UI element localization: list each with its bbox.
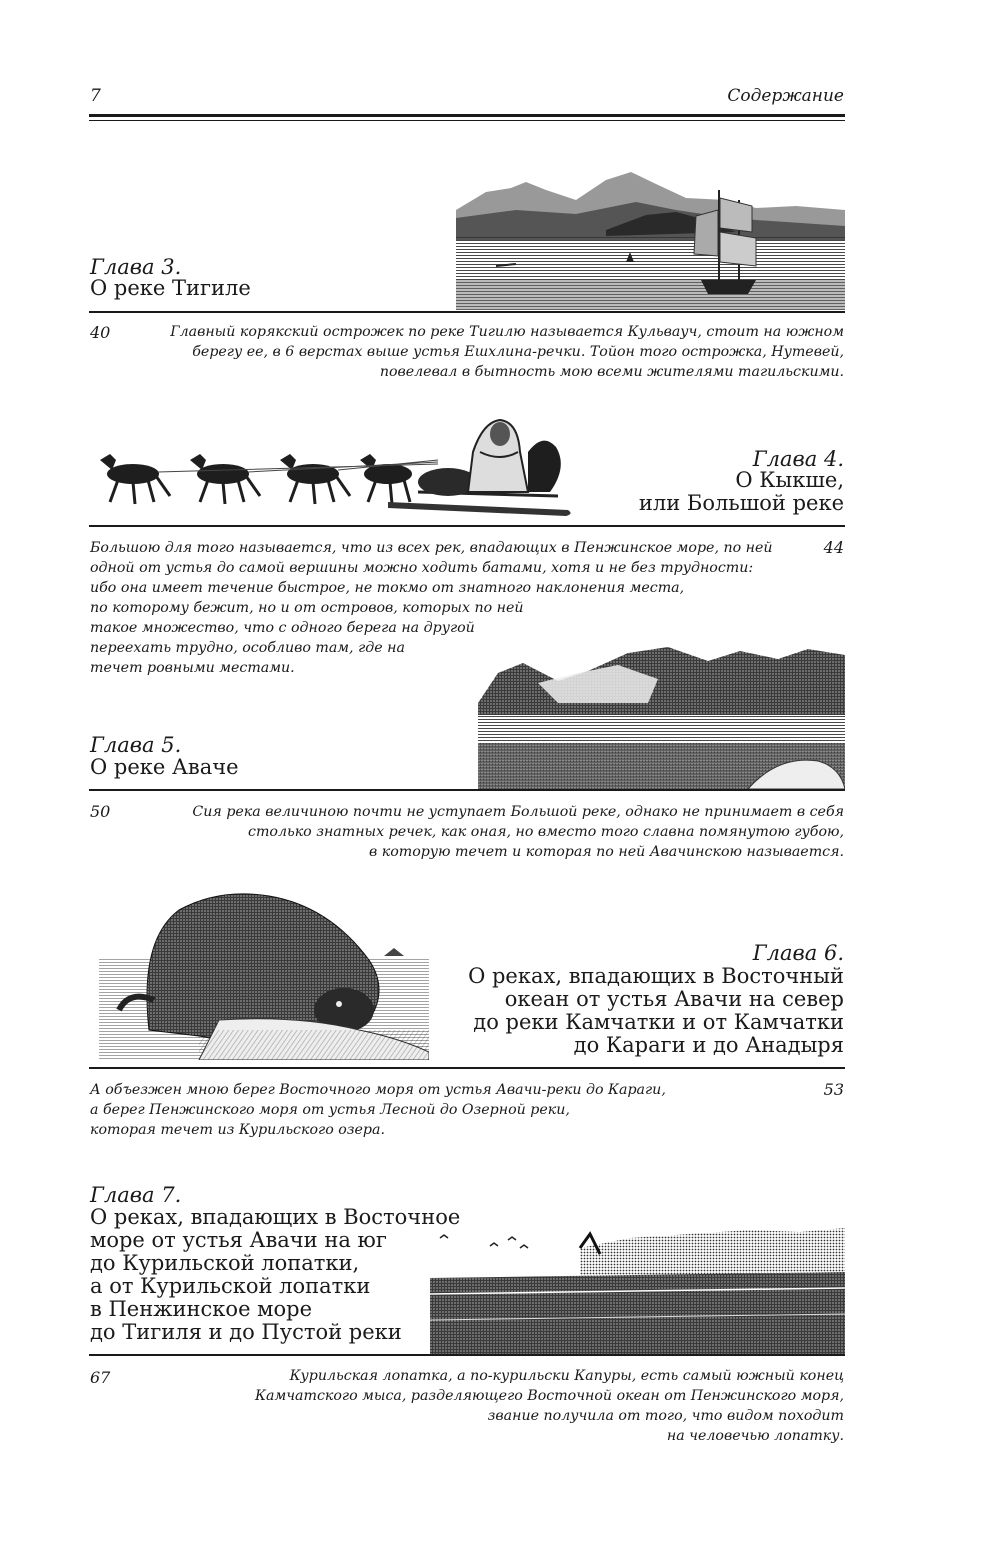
chapter-6-label: Глава 6. (752, 941, 844, 965)
sea-animal-illustration (99, 880, 429, 1060)
excerpt-line: ибо она имеет течение быстрое, не токмо от знатного наклонения места, (90, 580, 685, 596)
chapter-6-title-line: до Караги и до Анадыря (573, 1033, 844, 1057)
chapter-5-rule (89, 789, 845, 791)
excerpt-line: одной от устья до самой вершины можно ходить батами, хотя и не без трудности: (90, 560, 754, 576)
excerpt-line: Сия река величиною почти не уступает Большой реке, однако не принимает в себя (192, 804, 844, 820)
bay-sailing-ship-illustration (456, 170, 845, 310)
chapter-6-rule (89, 1067, 845, 1069)
chapter-4-rule (89, 525, 845, 527)
chapter-5-title-line: О реке Аваче (90, 755, 239, 779)
page-number: 7 (90, 86, 101, 106)
excerpt-line: А объезжен мною берег Восточного моря от устья Авачи-реки до Караги, (90, 1082, 666, 1098)
excerpt-line: на человечью лопатку. (666, 1428, 844, 1444)
chapter-7-title-line: до Тигиля и до Пустой реки (90, 1320, 402, 1344)
chapter-3-excerpt (170, 322, 844, 382)
excerpt-line: Камчатского мыса, разделяющего Восточной океан от Пенжинского моря, (255, 1388, 844, 1404)
excerpt-line: которая течет из Курильского озера. (90, 1122, 385, 1138)
chapter-3-title-line: О реке Тигиле (90, 276, 251, 300)
excerpt-line: звание получила от того, что видом походит (487, 1408, 844, 1424)
chapter-6-title-line: до реки Камчатки и от Камчатки (473, 1010, 844, 1034)
chapter-7-rule (89, 1354, 845, 1356)
chapter-3-title (90, 277, 251, 300)
header-rule-thin (89, 120, 845, 121)
excerpt-line: Курильская лопатка, а по-курильски Капуры, есть самый южный конец (289, 1368, 844, 1384)
mountain-bay-illustration (478, 643, 845, 789)
section-title: Содержание (727, 86, 844, 106)
dog-sled-illustration (88, 412, 574, 520)
chapter-3-label: Глава 3. (90, 255, 182, 279)
coastline-cape-illustration (430, 1224, 845, 1354)
chapter-7-title-line: море от устья Авачи на юг (90, 1228, 387, 1252)
chapter-6-title-line: О реках, впадающих в Восточный (468, 964, 844, 988)
chapter-6-page-number: 53 (823, 1080, 844, 1099)
excerpt-line: столько знатных речек, как оная, но вместо того славна помянутою губою, (248, 824, 844, 840)
chapter-6-title (468, 965, 844, 1057)
chapter-7-page-number: 67 (90, 1368, 111, 1387)
chapter-5-page-number: 50 (90, 802, 111, 821)
chapter-7-title-line: О реках, впадающих в Восточное (90, 1205, 461, 1229)
chapter-4-title-line: или Большой реке (638, 491, 844, 515)
chapter-4-page-number: 44 (823, 538, 844, 557)
excerpt-line: такое множество, что с одного берега на другой (90, 620, 475, 636)
chapter-5-label: Глава 5. (90, 733, 182, 757)
excerpt-line: Большою для того называется, что из всех рек, впадающих в Пенжинское море, по ней (90, 540, 773, 556)
excerpt-line: Главный корякский острожек по реке Тигилю называется Кульвауч, стоит на южном (170, 324, 844, 340)
header-rule-thick (89, 114, 845, 117)
chapter-4-label: Глава 4. (752, 447, 844, 471)
chapter-7-label: Глава 7. (90, 1183, 182, 1207)
chapter-6-excerpt (90, 1080, 666, 1140)
chapter-5-title (90, 756, 239, 779)
excerpt-line: течет ровными местами. (90, 660, 295, 676)
chapter-7-title (90, 1206, 460, 1344)
chapter-3-page-number: 40 (90, 323, 111, 342)
excerpt-line: а берег Пенжинского моря от устья Лесной до Озерной реки, (90, 1102, 570, 1118)
excerpt-line: в которую течет и которая по ней Авачинскою называется. (368, 844, 844, 860)
chapter-4-title-line: О Кыкше, (735, 468, 844, 492)
chapter-7-excerpt (255, 1366, 844, 1446)
chapter-5-excerpt (192, 802, 844, 862)
chapter-7-title-line: а от Курильской лопатки (90, 1274, 371, 1298)
excerpt-line: по которому бежит, но и от островов, которых по ней (90, 600, 524, 616)
excerpt-line: повелевал в бытность мою всеми жителями тагильскими. (379, 364, 844, 380)
chapter-6-title-line: океан от устья Авачи на север (504, 987, 844, 1011)
excerpt-line: берегу ее, в 6 верстах выше устья Ешхлина-речки. Тойон того острожка, Нутевей, (192, 344, 844, 360)
chapter-7-title-line: до Курильской лопатки, (90, 1251, 360, 1275)
chapter-4-title (639, 469, 844, 515)
chapter-7-title-line: в Пенжинское море (90, 1297, 313, 1321)
excerpt-line: переехать трудно, особливо там, где на (90, 640, 405, 656)
chapter-3-rule (89, 311, 845, 313)
